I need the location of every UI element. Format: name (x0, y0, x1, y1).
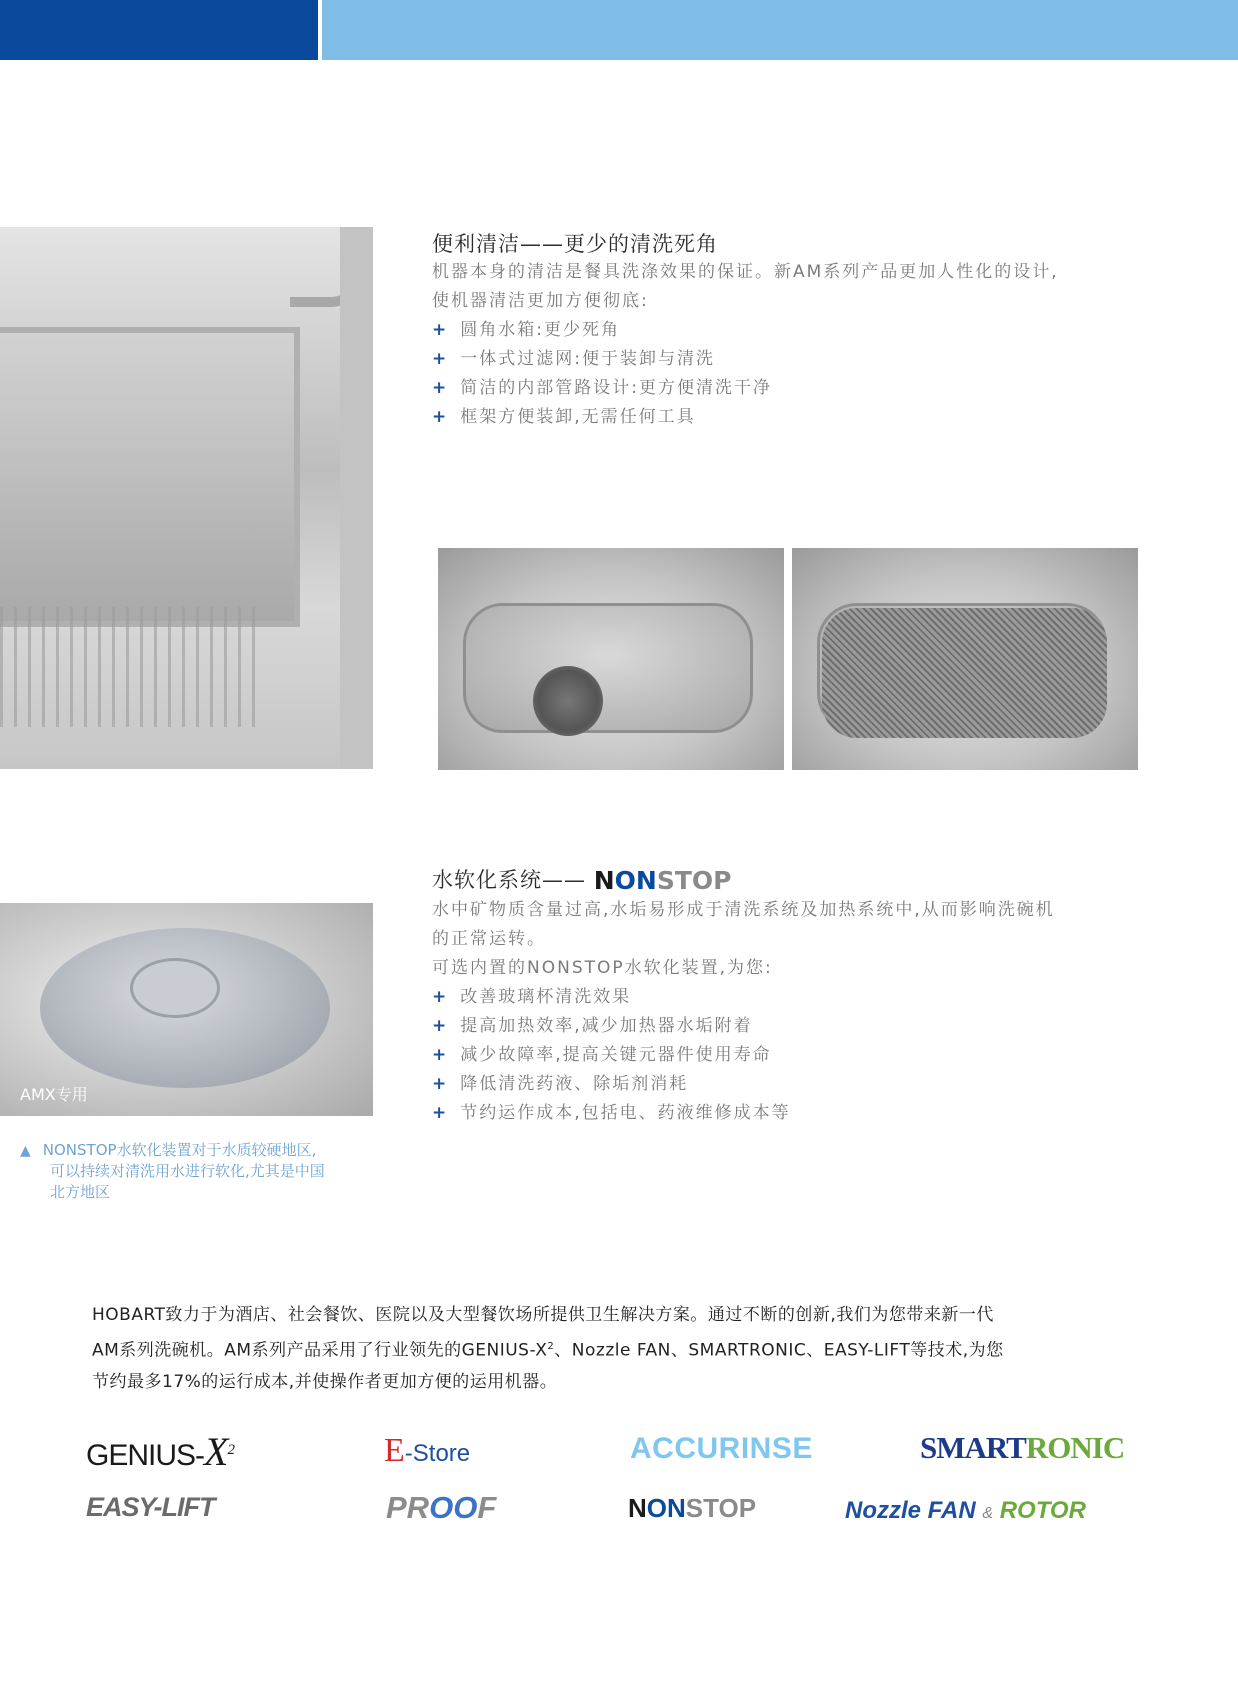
list-item: + 提高加热效率,减少加热器水垢附着 (432, 1016, 753, 1036)
section2-heading: 水软化系统—— NONSTOP (432, 866, 732, 895)
machine-chamber (0, 327, 300, 627)
header-band-dark (0, 0, 318, 60)
e-store-logo: E-Store (384, 1432, 471, 1469)
section1-bullet-list (432, 316, 772, 432)
easy-lift-logo: EASY-LIFT (86, 1492, 215, 1522)
accurinse-logo: ACCURINSE (630, 1432, 813, 1465)
list-item: + 一体式过滤网:便于装卸与清洗 (432, 349, 715, 369)
section2-bullet-list (432, 983, 791, 1128)
section1-intro-line1: 机器本身的清洁是餐具洗涤效果的保证。新AM系列产品更加人性化的设计, (432, 262, 1059, 282)
genius-x2-logo: GENIUS-$X^2$ (86, 1429, 234, 1474)
plus-icon: + (432, 349, 449, 369)
list-item: + 减少故障率,提高关键元器件使用寿命 (432, 1045, 772, 1065)
plus-icon: + (432, 1016, 449, 1036)
plus-icon: + (432, 987, 449, 1007)
plus-icon: + (432, 407, 449, 427)
smartronic-logo: SMARTRONIC (920, 1430, 1125, 1465)
list-item: + 圆角水箱:更少死角 (432, 320, 620, 340)
section2-intro-line1: 水中矿物质含量过高,水垢易形成于清洗系统及加热系统中,从而影响洗碗机 (432, 900, 1055, 920)
plus-icon: + (432, 378, 449, 398)
nonstop-logo: NONSTOP (628, 1493, 757, 1523)
filter-mesh (822, 608, 1107, 738)
dishwasher-interior-photo (0, 227, 373, 769)
proof-logo: PROOF (386, 1490, 497, 1525)
filter-mesh-photo (792, 548, 1138, 770)
section2-intro-line3: 可选内置的NONSTOP水软化装置,为您: (432, 958, 773, 978)
company-intro: HOBART致力于为酒店、社会餐饮、医院以及大型餐饮场所提供卫生解决方案。通过不断的创新,我们为您带来新一代 AM系列洗碗机。AM系列产品采用了行业领先的GENIUS-$X^2$、Nozzle FAN、SMARTRONIC、EASY-LIFT等技术,为您 节约最多17%的运行成本,并使操作者更加方便的运用机器。 (92, 1305, 1004, 1392)
header-band-light (322, 0, 1238, 60)
plus-icon: + (432, 1045, 449, 1065)
dish-rack (0, 607, 260, 727)
list-item: + 节约运作成本,包括电、药液维修成本等 (432, 1103, 791, 1123)
list-item: + 简洁的内部管路设计:更方便清洗干净 (432, 378, 772, 398)
section2-intro-line2: 的正常运转。 (432, 929, 546, 949)
tank-basin (463, 603, 753, 733)
plus-icon: + (432, 320, 449, 340)
section1-intro-line2: 使机器清洁更加方便彻底: (432, 291, 649, 311)
softener-cap-center (130, 958, 220, 1018)
tank-drain (533, 666, 603, 736)
plus-icon: + (432, 1074, 449, 1094)
nozzle-fan-rotor-logo: Nozzle FAN & ROTOR (845, 1497, 1086, 1524)
machine-side-rail (340, 227, 373, 769)
photo-caption: ▲ NONSTOP水软化装置对于水质较硬地区, 可以持续对清洗用水进行软化,尤其是中国 北方地区 (20, 1141, 325, 1201)
nonstop-logo: NONSTOP (593, 866, 732, 895)
section1-heading: 便利清洁——更少的清洗死角 (432, 232, 718, 256)
photo-label: AMX专用 (20, 1085, 88, 1104)
plus-icon: + (432, 1103, 449, 1123)
list-item: + 降低清洗药液、除垢剂消耗 (432, 1074, 689, 1094)
triangle-icon: ▲ (20, 1143, 31, 1159)
list-item: + 改善玻璃杯清洗效果 (432, 987, 632, 1007)
list-item: + 框架方便装卸,无需任何工具 (432, 407, 696, 427)
rounded-tank-photo (438, 548, 784, 770)
